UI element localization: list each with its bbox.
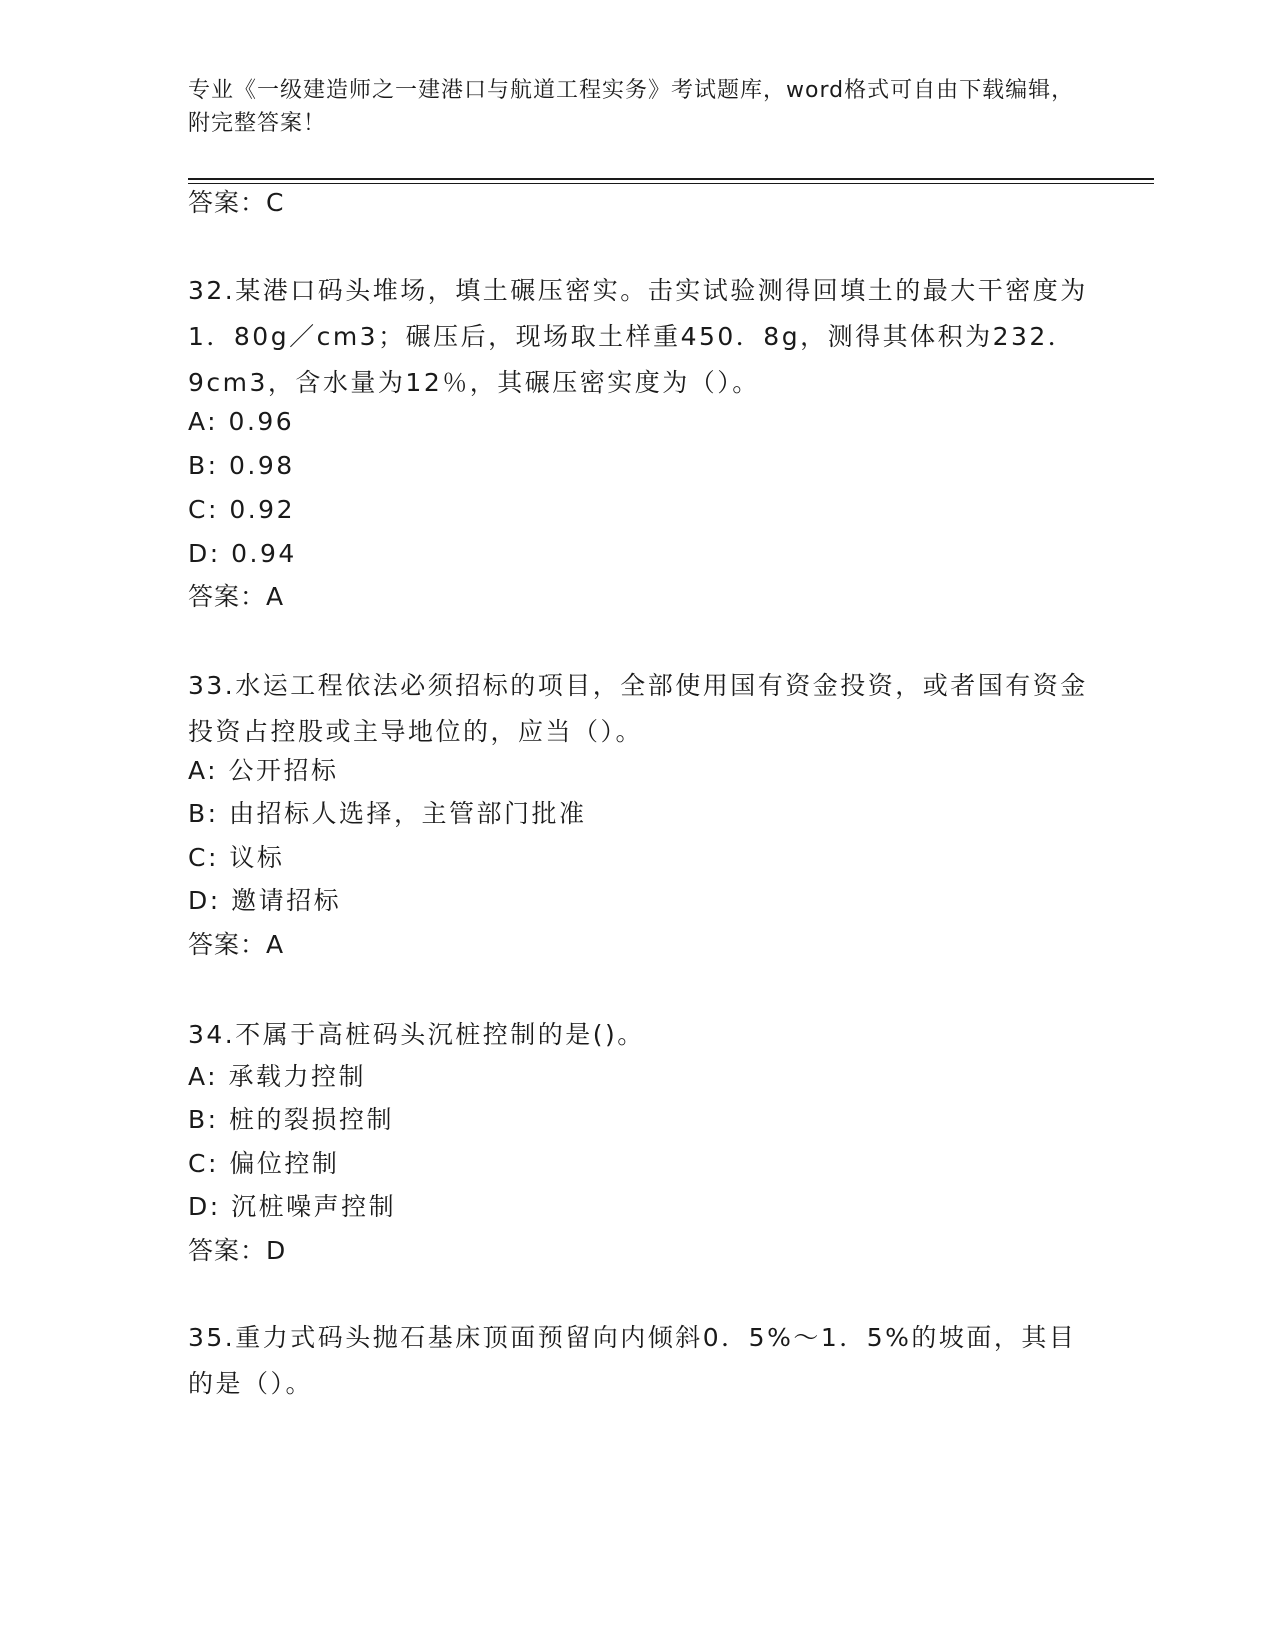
question-32-option-b: B: 0.98	[188, 451, 295, 480]
question-34-stem: 34.不属于高桩码头沉桩控制的是()。	[188, 1020, 645, 1049]
question-35-stem: 35.重力式码头抛石基床顶面预留向内倾斜0．5%～1．5%的坡面，其目的是（）。	[188, 1323, 1077, 1398]
question-33-option-d: D: 邀请招标	[188, 886, 342, 915]
question-34-option-d: D: 沉桩噪声控制	[188, 1192, 397, 1221]
header-rule-thin	[188, 183, 1154, 184]
question-34-option-a: A: 承载力控制	[188, 1062, 367, 1091]
question-34-option-c: C: 偏位控制	[188, 1149, 340, 1178]
question-32-stem: 32.某港口码头堆场，填土碾压密实。击实试验测得回填土的最大干密度为1．80g／cm3；碾压后，现场取土样重450．8g，测得其体积为232．9cm3，含水量为12％，其碾压密实度为（）。	[188, 276, 1088, 397]
header-rule-thick	[188, 178, 1154, 180]
question-33-option-a: A: 公开招标	[188, 756, 339, 785]
question-32-option-d: D: 0.94	[188, 539, 297, 568]
question-32-answer: 答案：A	[188, 582, 285, 611]
question-34-option-b: B: 桩的裂损控制	[188, 1105, 395, 1134]
answer-prev: 答案：C	[188, 188, 285, 217]
document-header: 专业《一级建造师之一建港口与航道工程实务》考试题库，word格式可自由下载编辑，附完整答案！	[188, 78, 1075, 136]
question-33-option-b: B: 由招标人选择，主管部门批准	[188, 799, 587, 828]
question-32-option-a: A: 0.96	[188, 407, 295, 436]
question-32-option-c: C: 0.92	[188, 495, 295, 524]
question-33-option-c: C: 议标	[188, 843, 285, 872]
question-34-answer: 答案：D	[188, 1236, 287, 1265]
question-33-stem: 33.水运工程依法必须招标的项目，全部使用国有资金投资，或者国有资金投资占控股或主导地位的，应当（）。	[188, 671, 1088, 746]
question-33-answer: 答案：A	[188, 930, 285, 959]
